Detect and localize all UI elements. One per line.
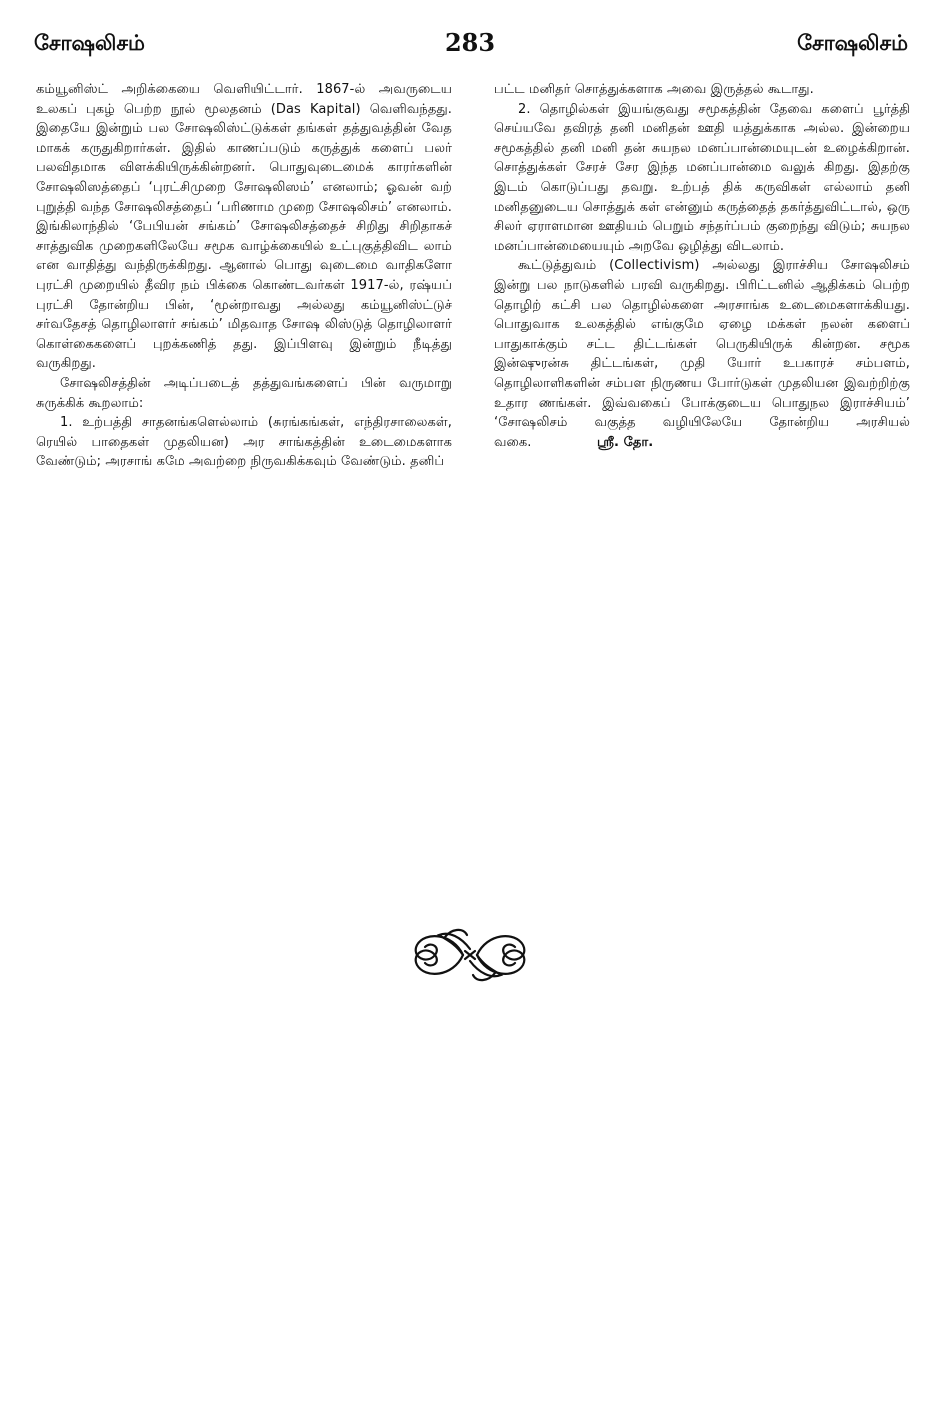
- right-paragraph-2: 2. தொழில்கள் இயங்குவது சமூகத்தின் தேவை களைப் பூர்த்தி செய்யவே தவிரத் தனி மனிதன் ஊதி யத்துக்காக அல்ல. இன்றைய சமூகத்தில் தனி மனி தன் சுயநல மனப்பான்மையுடன் உழைக்கிறான். சொத்துக்கள் சேரச் சேர இந்த மனப்பான்மை வலுக் கிறது. இதற்கு இடம் கொடுப்பது தவறு. உற்பத் திக் கருவிகள் எல்லாம் தனி மனிதனுடைய சொத்துக் கள் என்னும் கருத்தைத் தகர்த்துவிட்டால், ஒரு சிலர் ஏராளமான ஊதியம் பெறும் சந்தர்ப்பம் குறைந்து விடும்; சுயநல மனப்பான்மையையும் அறவே ஒழித்து விடலாம்.: [494, 101, 910, 254]
- right-column: [494, 80, 910, 452]
- header-left-title: சோஷலிசம்: [34, 31, 145, 55]
- header-right-title: சோஷலிசம்: [797, 31, 908, 55]
- running-head: [30, 26, 910, 60]
- right-paragraph-1: பட்ட மனிதர் சொத்துக்களாக அவை இருத்தல் கூடாது.: [494, 82, 814, 97]
- ornament-icon: [405, 925, 535, 985]
- left-column: [36, 80, 452, 472]
- right-paragraph-3-text: கூட்டுத்துவம் (Collectivism) அல்லது இராச்சிய சோஷலிசம் இன்று பல நாடுகளில் பரவி வருகிறது. பிரிட்டனில் ஆதிக்கம் பெற்ற தொழிற் கட்சி பல தொழில்களை அரசாங்க உடைமைகளாக்கியது. பொதுவாக உலகத்தில் எங்குமே ஏழை மக்கள் நலன் களைப் பாதுகாக்கும் சட்ட திட்டங்கள் பெருகியிருக் கின்றன. சமூக இன்ஷுரன்சு திட்டங்கள், முதி யோர் உபகாரச் சம்பளம், தொழிலாளிகளின் சம்பள நிருணய போர்டுகள் முதலியன இவற்றிற்கு உதார ணங்கள். இவ்வகைப் போக்குடைய பொதுநல இராச்சியம்’ ‘சோஷலிசம் வகுத்த வழியிலேயே தோன்றிய அரசியல் வகை.: [494, 258, 910, 450]
- left-paragraph-2: சோஷலிசத்தின் அடிப்படைத் தத்துவங்களைப் பின் வருமாறு சுருக்கிக் கூறலாம்:: [36, 375, 452, 411]
- right-paragraph-3: [494, 256, 910, 452]
- page-number: 283: [444, 28, 496, 57]
- left-paragraph-1: கம்யூனிஸ்ட் அறிக்கையை வெளியிட்டார். 1867-ல் அவருடைய உலகப் புகழ் பெற்ற நூல் மூலதனம் (Das Kapital) வெளிவந்தது. இதையே இன்றும் பல சோஷலிஸ்ட்டுக்கள் தங்கள் தத்துவத்தின் வேத மாகக் கருதுகிறார்கள். இதில் காணப்படும் கருத்துக் களைப் பலர் பலவிதமாக விளக்கியிருக்கின்றனர். பொதுவுடைமைக் காரர்களின் சோஷலிஸத்தைப் ‘புரட்சிமுறை சோஷலிஸம்’ எனலாம்; ஓவன் வற் புறுத்தி வந்த சோஷலிசத்தைப் ‘பரிணாம முறை சோஷலிசம்’ எனலாம். இங்கிலாந்தில் ‘பேபியன் சங்கம்’ சோஷலிசத்தைச் சிறிது சிறிதாகச் சாத்துவிக முறைகளிலேயே சமூக வாழ்க்கையில் உட்புகுத்திவிட லாம் என வாதித்து வந்திருக்கிறது. ஆனால் பொது வுடைமை வாதிகளோ புரட்சி முறையில் தீவிர நம் பிக்கை கொண்டவர்கள் 1917-ல், ரஷ்யப் புரட்சி தோன்றிய பின், ‘மூன்றாவது அல்லது கம்யூனிஸ்ட்டுச் சர்வதேசத் தொழிலாளர் சங்கம்’ மிதவாத சோஷ லிஸ்டுத் தொழிலாளர் கொள்கைகளைப் புறக்கணித் தது. இப்பிளவு இன்றும் நீடித்து வருகிறது.: [36, 82, 452, 372]
- left-paragraph-3: 1. உற்பத்தி சாதனங்களெல்லாம் (சுரங்கங்கள், எந்திரசாலைகள், ரெயில் பாதைகள் முதலியன) அர சாங்கத்தின் உடைமைகளாக வேண்டும்; அரசாங் கமே அவற்றை நிருவகிக்கவும் வேண்டும். தனிப்: [36, 415, 452, 470]
- author-signature: ஸ்ரீ. தோ.: [597, 434, 654, 450]
